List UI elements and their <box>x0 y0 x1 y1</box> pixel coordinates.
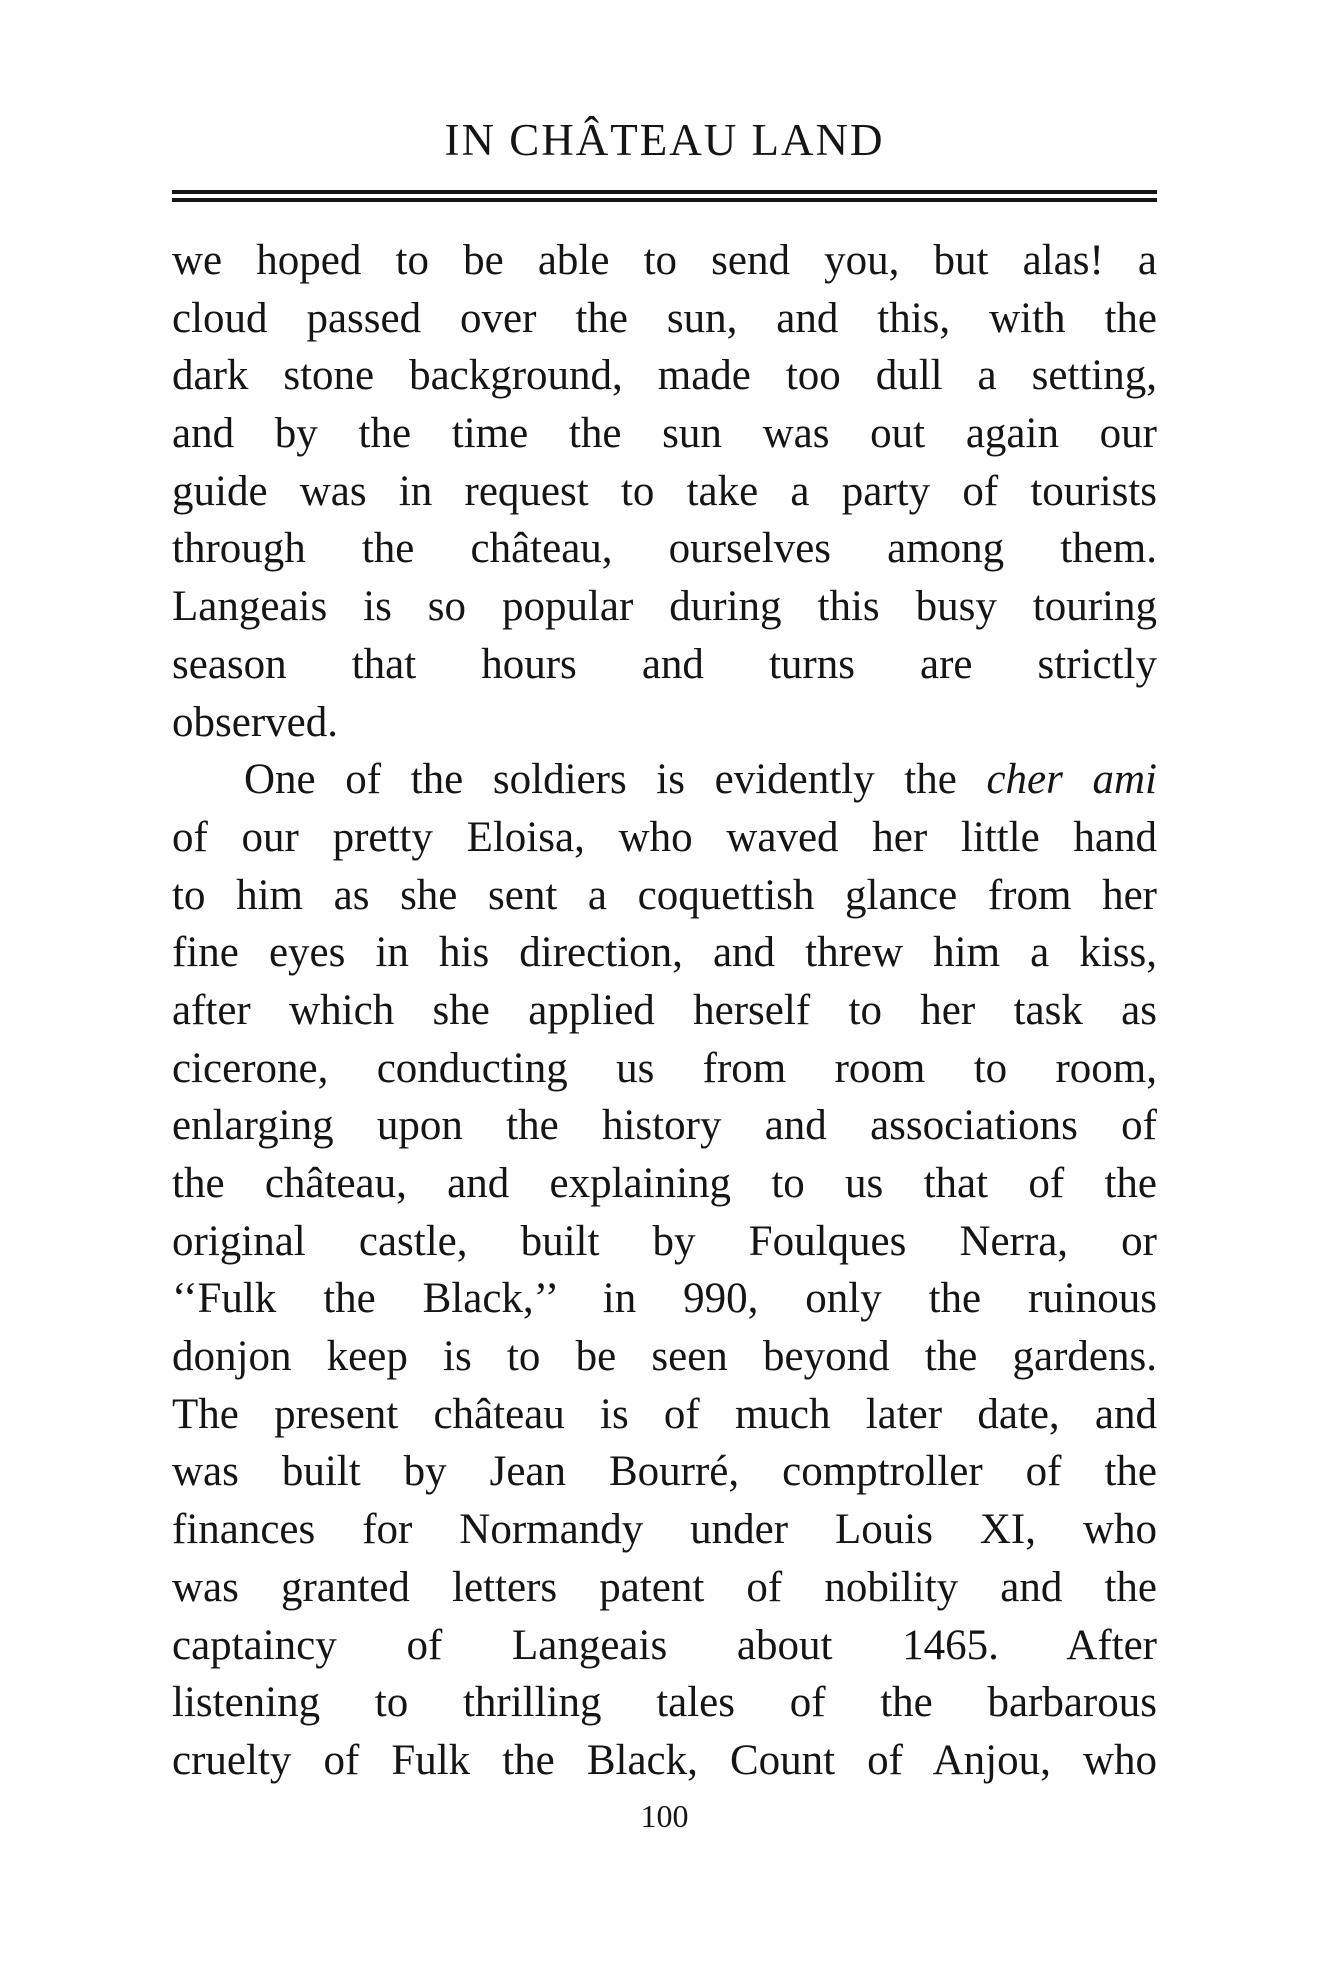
text-line: was built by Jean Bourré, comptroller of the <box>172 1448 1157 1496</box>
text-line: Langeais is so popular during this busy touring <box>172 583 1157 631</box>
text-line: dark stone background, made too dull a setting, <box>172 352 1157 400</box>
text-line: to him as she sent a coquettish glance from her <box>172 871 1157 919</box>
text-line: ‘‘Fulk the Black,’’ in 990, only the ruinous <box>172 1275 1157 1323</box>
text-line: cruelty of Fulk the Black, Count of Anjou, who <box>172 1736 1157 1784</box>
text-line: and by the time the sun was out again our <box>172 410 1157 458</box>
text-line: cicerone, conducting us from room to room, <box>172 1044 1157 1092</box>
text-line: observed. <box>172 698 338 746</box>
text-line: cloud passed over the sun, and this, with the <box>172 294 1157 342</box>
italic-phrase: cher ami <box>986 756 1157 804</box>
header-rule-bottom <box>172 198 1157 202</box>
header-rule-top <box>172 190 1157 194</box>
text-line: was granted letters patent of nobility and the <box>172 1563 1157 1611</box>
text-line: guide was in request to take a party of tourists <box>172 467 1157 515</box>
body-text <box>172 232 1157 1790</box>
text-line: donjon keep is to be seen beyond the gardens. <box>172 1333 1157 1381</box>
text-line: the château, and explaining to us that of the <box>172 1160 1157 1207</box>
running-head: IN CHÂTEAU LAND <box>444 115 885 165</box>
text-line: of our pretty Eloisa, who waved her little hand <box>172 813 1157 861</box>
first-line-text: One of the soldiers is evidently the <box>244 756 987 804</box>
text-line: we hoped to be able to send you, but alas! a <box>172 237 1157 284</box>
text-line: captaincy of Langeais about 1465. After <box>172 1621 1157 1669</box>
text-line: through the château, ourselves among them. <box>172 525 1157 573</box>
text-line: The present château is of much later date, and <box>172 1390 1157 1438</box>
text-line: enlarging upon the history and associations of <box>172 1102 1157 1150</box>
page-number: 100 <box>640 1798 689 1834</box>
text-line: original castle, built by Foulques Nerra, or <box>172 1217 1157 1265</box>
text-line: after which she applied herself to her task as <box>172 986 1157 1034</box>
text-line: fine eyes in his direction, and threw him a kiss, <box>172 929 1157 977</box>
paragraph-first-line <box>172 751 1157 809</box>
text-line: listening to thrilling tales of the barbarous <box>172 1679 1157 1727</box>
text-line: season that hours and turns are strictly <box>172 640 1157 688</box>
text-line: finances for Normandy under Louis XI, who <box>172 1506 1157 1554</box>
